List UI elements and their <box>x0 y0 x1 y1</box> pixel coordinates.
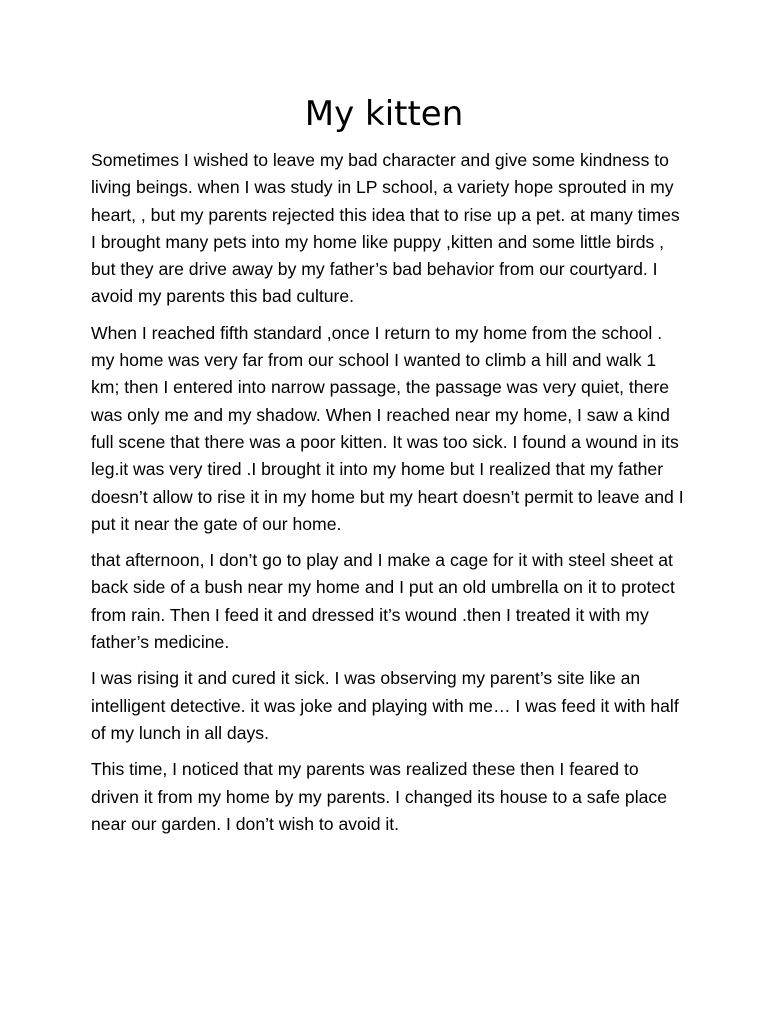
document-body <box>91 147 689 847</box>
paragraph-4: I was rising it and cured it sick. I was observing my parent’s site like an intelligent detective. it was joke and playing with me… I was feed it with half of my lunch in all days. <box>91 668 679 743</box>
paragraph-3: that afternoon, I don’t go to play and I make a cage for it with steel sheet at back side of a bush near my home and I put an old umbrella on it to protect from rain. Then I feed it and dressed it’s wound .then I treated it with my father’s medicine. <box>91 550 675 653</box>
paragraph-5: This time, I noticed that my parents was realized these then I feared to driven it from my home by my parents. I changed its house to a safe place near our garden. I don’t wish to avoid it. <box>91 759 667 834</box>
document-title: My kitten <box>304 94 464 134</box>
paragraph-2: When I reached fifth standard ,once I return to my home from the school . my home was very far from our school I wanted to climb a hill and walk 1 km; then I entered into narrow passage, the passage was very quiet, there was only me and my shadow. When I reached near my home, I saw a kind full scene that there was a poor kitten. It was too sick. I found a wound in its leg.it was very tired .I brought it into my home but I realized that my father doesn’t allow to rise it in my home but my heart doesn’t permit to leave and I put it near the gate of our home. <box>91 322 684 534</box>
paragraph-1: Sometimes I wished to leave my bad character and give some kindness to living beings. when I was study in LP school, a variety hope sprouted in my heart, , but my parents rejected this idea that to rise up a pet. at many times I brought many pets into my home like puppy ,kitten and some little birds , but they are drive away by my father’s bad behavior from our courtyard. I avoid my parents this bad culture. <box>91 150 680 307</box>
